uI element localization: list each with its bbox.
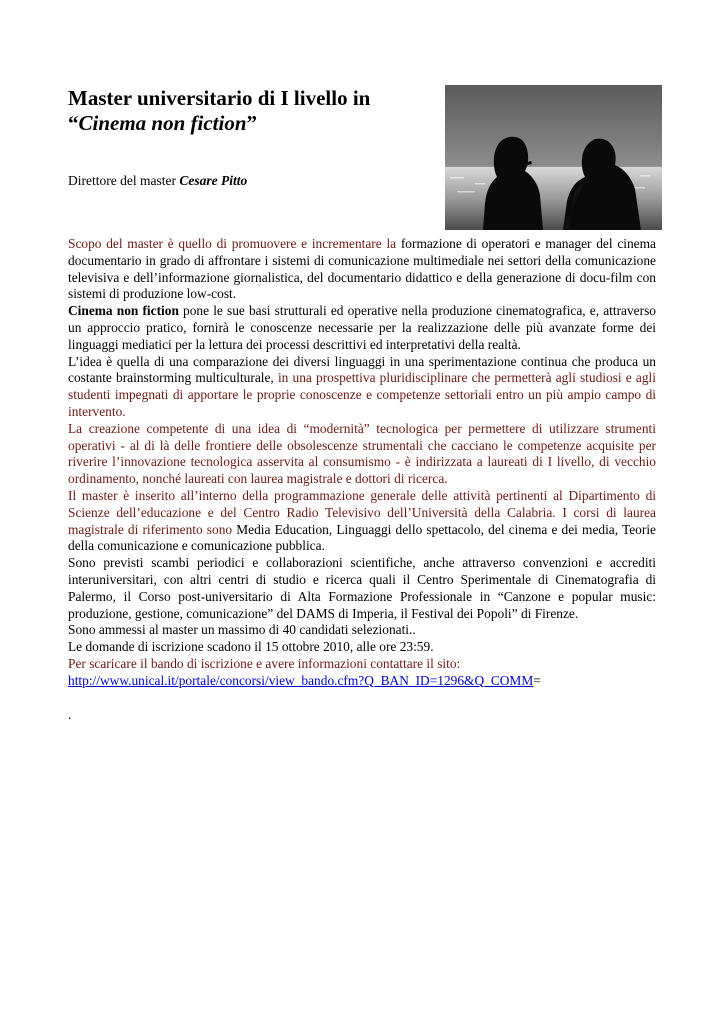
paragraph-modernity: La creazione competente di una idea di “modernità” tecnologica per permettere di utilizzare strumenti operativi - al di là delle frontiere delle obsolescenze strumentali che cacciano le competenze acquisite per riverire l’innovazione tecnologica asservita al consumismo - è indirizzata a laureati di I livello, di vecchio ordinamento, nonché laureati con laurea magistrale e dottori di ricerca.	[68, 420, 656, 487]
director-label: Direttore del master	[68, 173, 180, 188]
header-photo	[445, 85, 662, 230]
title-quote-open: “	[68, 111, 79, 135]
director-name: Cesare Pitto	[179, 173, 248, 188]
department-highlight: Il master è inserito all’interno della programmazione generale delle attività pertinenti al Dipartimento di Scienze dell’educazione e del Centro Radio Televisivo dell’Università della Calabria. I corsi di laurea magistrale di riferimento sono	[68, 487, 656, 537]
idea-text: L’idea è quella di una comparazione dei diversi linguaggi in una sperimentazione continua che produca un costante brainstorming multiculturale,	[68, 353, 656, 386]
trailing-period: .	[68, 706, 72, 722]
idea-highlight: in una prospettiva pluridisciplinare che permetterà agli studiosi e agli studenti impegnati di apportare le proprie conoscenze e competenze settoriali entro un più ampio campo di intervento.	[68, 370, 656, 419]
title-quote-close: ”	[246, 111, 258, 135]
cinema-non-fiction-bold: Cinema non fiction	[68, 303, 179, 319]
department-text: Media Education, Linguaggi dello spettacolo, del cinema e dei media, Teorie della comunicazione e comunicazione pubblica.	[68, 521, 656, 554]
paragraph-contact	[68, 656, 656, 690]
article-body	[68, 236, 656, 723]
title-line-1: Master universitario di I livello in	[68, 86, 371, 110]
paragraph-department	[68, 488, 656, 555]
paragraph-admission: Sono ammessi al master un massimo di 40 candidati selezionati..	[68, 622, 416, 638]
scope-highlight: Scopo del master è quello di promuovere e incrementare la	[68, 236, 397, 251]
director-line	[68, 172, 247, 190]
page-title	[68, 86, 428, 136]
cinema-non-fiction-text: pone le sue basi strutturali ed operative nella produzione cinematografica, e, attraverso un approccio pratico, fornirà le conoscenze necessarie per la realizzazione delle più avanzate forme dei linguaggi mediatici per la lettura dei processi descrittivi ed interpretativi della realtà.	[68, 303, 656, 352]
bando-link[interactable]: http://www.unical.it/portale/concorsi/view_bando.cfm?Q_BAN_ID=1296&Q_COMM	[68, 672, 534, 688]
scope-text: formazione di operatori e manager del cinema documentario in grado di affrontare i sistemi di comunicazione multimediale nei settori della comunicazione televisiva e dell’informazione giornalistica, del documentario didattico e della generazione di docu-film con sistemi di produzione low-cost.	[68, 236, 656, 302]
paragraph-exchanges: Sono previsti scambi periodici e collaborazioni scientifiche, anche attraverso convenzioni e accrediti interuniversitari, con altri centri di studio e ricerca quali il Centro Sperimentale di Cinematografia di Palermo, il Corso post-universitario di Alta Formazione Professionale in “Canzone e popular music: produzione, gestione, comunicazione” del DAMS di Imperia, il Festival dei Popoli” di Firenze.	[68, 555, 656, 621]
silhouettes-photo-image	[445, 85, 662, 230]
paragraph-deadline: Le domande di iscrizione scadono il 15 ottobre 2010, alle ore 23:59.	[68, 639, 434, 655]
paragraph-cinema-non-fiction	[68, 303, 656, 353]
contact-text: Per scaricare il bando di iscrizione e avere informazioni contattare il sito:	[68, 655, 461, 671]
title-italic-name: Cinema non fiction	[78, 111, 247, 135]
link-tail: =	[533, 672, 541, 688]
paragraph-idea	[68, 354, 656, 421]
paragraph-scope	[68, 236, 656, 303]
